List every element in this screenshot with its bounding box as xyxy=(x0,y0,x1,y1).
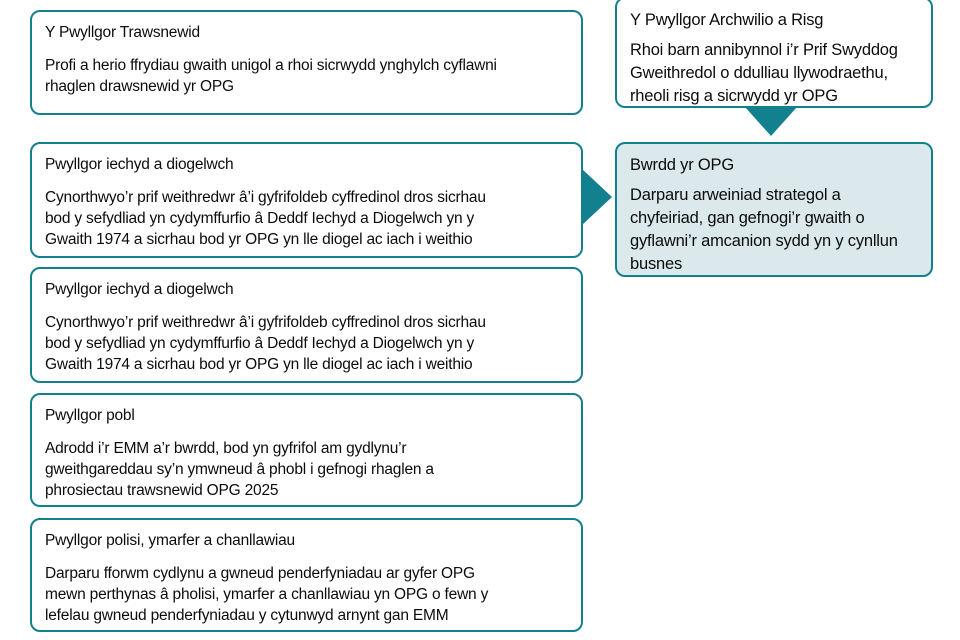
committee-description: Rhoi barn annibynnol i’r Prif Swyddog Gweithredol o ddulliau llywodraethu, rheoli risg a sicrwydd yr OPG xyxy=(630,41,898,105)
committee-title: Pwyllgor pobl xyxy=(45,407,135,424)
board-title: Bwrdd yr OPG xyxy=(630,156,734,174)
board-description: Darparu arweiniad strategol a chyfeiriad, gan gefnogi’r gwaith o gyflawni’r amcanion sydd yn y cynllun busnes xyxy=(630,186,898,273)
committee-box-health-safety-1 xyxy=(30,142,583,258)
arrow-down-icon xyxy=(745,107,797,136)
arrow-right-icon xyxy=(582,169,612,225)
committee-title: Pwyllgor iechyd a diogelwch xyxy=(45,281,234,298)
committee-title: Y Pwyllgor Archwilio a Risg xyxy=(630,11,824,29)
committee-box-transformation xyxy=(30,10,583,115)
committee-description: Cynorthwyo’r prif weithredwr â’i gyfrifoldeb cyffredinol dros sicrhau bod y sefydliad yn cydymffurfio â Deddf Iechyd a Diogelwch yn y Gwaith 1974 a sicrhau bod yr OPG yn lle diogel ac iach i weithio xyxy=(45,189,486,248)
committee-description: Cynorthwyo’r prif weithredwr â’i gyfrifoldeb cyffredinol dros sicrhau bod y sefydliad yn cydymffurfio â Deddf Iechyd a Diogelwch yn y Gwaith 1974 a sicrhau bod yr OPG yn lle diogel ac iach i weithio xyxy=(45,314,486,373)
committee-title: Pwyllgor iechyd a diogelwch xyxy=(45,156,234,173)
committee-box-people xyxy=(30,393,583,507)
committee-description: Darparu fforwm cydlynu a gwneud penderfyniadau ar gyfer OPG mewn perthynas â pholisi, ymarfer a chanllawiau yn OPG o fewn y lefelau gwneud penderfyniadau y cytunwyd arnynt gan EMM xyxy=(45,565,489,624)
board-box-opg xyxy=(615,142,933,277)
committee-box-policy-practice-guidance xyxy=(30,518,583,632)
committee-box-health-safety-2 xyxy=(30,267,583,383)
committee-description: Profi a herio ffrydiau gwaith unigol a rhoi sicrwydd ynghylch cyflawni rhaglen drawsnewid yr OPG xyxy=(45,57,497,95)
committee-description: Adrodd i’r EMM a’r bwrdd, bod yn gyfrifol am gydlynu’r gweithgareddau sy’n ymwneud â phobl i gefnogi rhaglen a phrosiectau trawsnewid OPG 2025 xyxy=(45,440,434,499)
committee-title: Pwyllgor polisi, ymarfer a chanllawiau xyxy=(45,532,295,549)
committee-box-audit-risk xyxy=(615,0,933,108)
committee-title: Y Pwyllgor Trawsnewid xyxy=(45,24,200,41)
